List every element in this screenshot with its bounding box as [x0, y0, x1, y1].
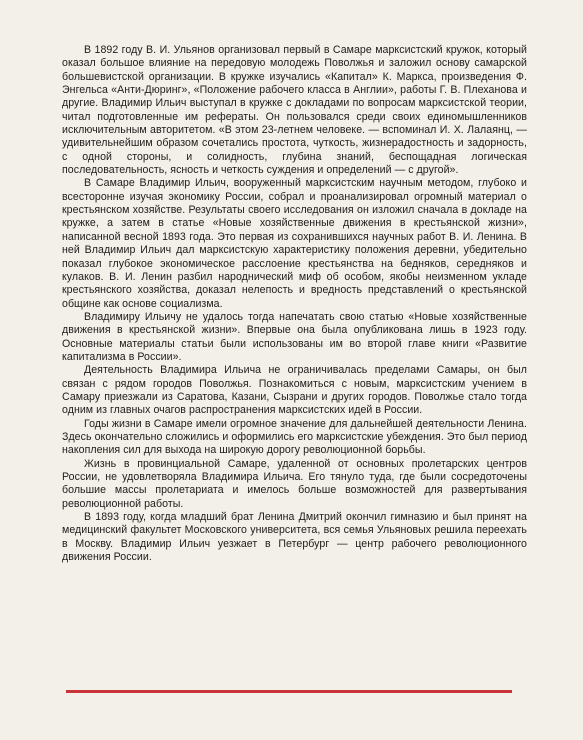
paragraph-2: В Самаре Владимир Ильич, вооруженный марксистским научным методом, глубоко и всесторонне изучая экономику России, собрал и проанализировал огромный материал о крестьянском хозяйстве. Результаты своего исследования он изложил сначала в докладе на кружке, а затем в статье «Новые хозяйственные движения в крестьянской жизни», написанной весной 1893 года. Это первая из сохранившихся научных работ В. И. Ленина. В ней Владимир Ильич дал марксистскую характеристику положения деревни, убедительно показал глубокое экономическое расслоение крестьянства на бедняков, середняков и кулаков. В. И. Ленин разбил народнический миф об особом, якобы неизменном укладе крестьянского хозяйства, доказал нелепость и вредность представлений о крестьянской общине как основе социализма. — [62, 177, 527, 310]
body-text — [62, 44, 527, 564]
paragraph-4: Деятельность Владимира Ильича не ограничивалась пределами Самары, он был связан с рядом городов Поволжья. Познакомиться с новым, марксистским учением в Самару приезжали из Саратова, Казани, Сызрани и других городов. Поволжье стало тогда одним из главных очагов распространения марксистских идей в России. — [62, 364, 527, 417]
paragraph-7: В 1893 году, когда младший брат Ленина Дмитрий окончил гимназию и был принят на медицинский факультет Московского университета, вся семья Ульяновых решила переехать в Москву. Владимир Ильич уезжает в Петербург — центр рабочего революционного движения России. — [62, 511, 527, 564]
paragraph-6: Жизнь в провинциальной Самаре, удаленной от основных пролетарских центров России, не удовлетворяла Владимира Ильича. Его тянуло туда, где были сосредоточены большие массы пролетариата и имелось больше возможностей для развертывания революционной работы. — [62, 457, 527, 510]
paragraph-3: Владимиру Ильичу не удалось тогда напечатать свою статью «Новые хозяйственные движения в крестьянской жизни». Впервые она была опубликована лишь в 1923 году. Основные материалы статьи были использованы им во второй главе книги «Развитие капитализма в России». — [62, 310, 527, 363]
decorative-red-rule — [66, 690, 512, 693]
paragraph-5: Годы жизни в Самаре имели огромное значение для дальнейшей деятельности Ленина. Здесь окончательно сложились и оформились его марксистские убеждения. Это был период накопления сил для выхода на широкую дорогу революционной борьбы. — [62, 417, 527, 457]
paragraph-1: В 1892 году В. И. Ульянов организовал первый в Самаре марксистский кружок, который оказал большое влияние на передовую молодежь Поволжья и заложил основу самарской большевистской организации. В кружке изучались «Капитал» К. Маркса, произведения Ф. Энгельса «Анти-Дюринг», «Положение рабочего класса в Англии», работы Г. В. Плеханова и другие. Владимир Ильич выступал в кружке с докладами по вопросам марксистской теории, читал подготовленные им рефераты. Он пользовался среди своих единомышленников исключительным авторитетом. «В этом 23-летнем человеке. — вспоминал И. Х. Лалаянц, — удивительнейшим образом сочетались простота, чуткость, жизнерадостность и задорность, с одной стороны, и солидность, глубина знаний, беспощадная логическая последовательность, ясность и четкость суждения и определений — с другой». — [62, 44, 527, 177]
